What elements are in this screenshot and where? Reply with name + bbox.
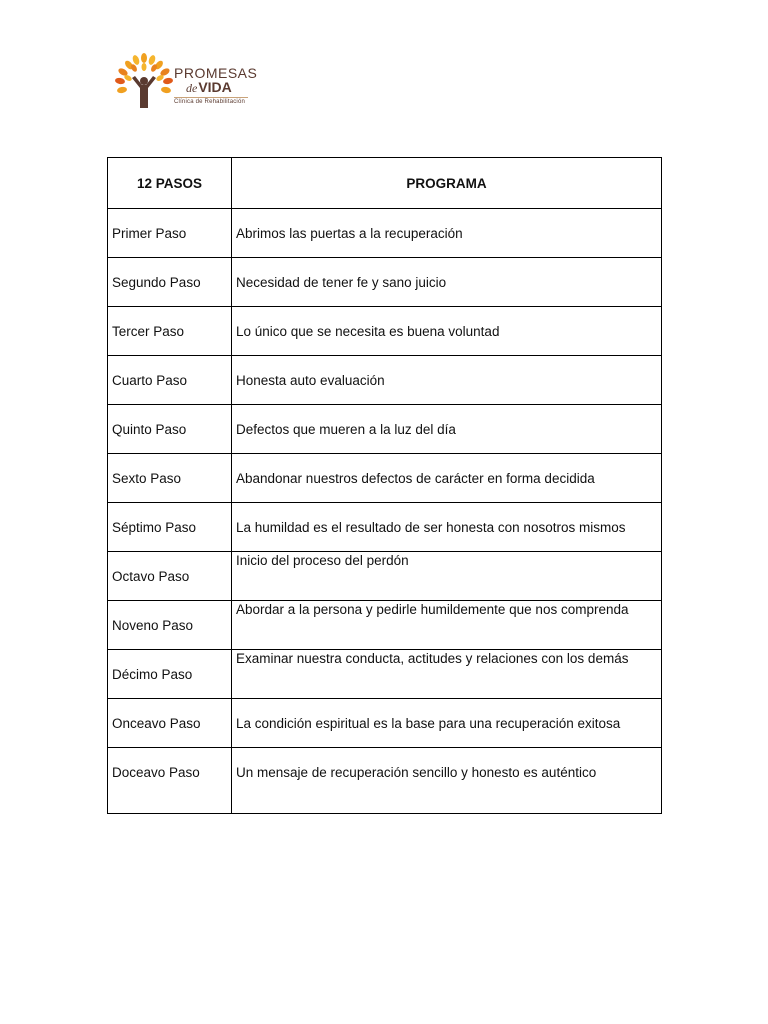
step-name: Séptimo Paso: [108, 503, 232, 552]
logo-wordmark: [174, 66, 257, 105]
step-name: Décimo Paso: [108, 650, 232, 699]
step-name: Sexto Paso: [108, 454, 232, 503]
step-name: Doceavo Paso: [108, 748, 232, 814]
step-name: Primer Paso: [108, 209, 232, 258]
logo-de: de: [186, 81, 198, 95]
person-figure-icon: [132, 76, 156, 108]
table-row: [108, 307, 662, 356]
table-row: [108, 699, 662, 748]
tree-figure-icon: [112, 52, 176, 116]
step-name: Cuarto Paso: [108, 356, 232, 405]
step-program: Examinar nuestra conducta, actitudes y relaciones con los demás: [232, 650, 662, 699]
table-row: [108, 356, 662, 405]
table-row: [108, 650, 662, 699]
table-row: [108, 748, 662, 814]
clinic-logo: [112, 52, 262, 116]
table-header-row: [108, 158, 662, 209]
table-row: [108, 258, 662, 307]
table-row: [108, 209, 662, 258]
table-row: [108, 405, 662, 454]
step-name: Tercer Paso: [108, 307, 232, 356]
logo-divider: [174, 97, 248, 98]
table-row: [108, 503, 662, 552]
step-program: Necesidad de tener fe y sano juicio: [232, 258, 662, 307]
step-name: Segundo Paso: [108, 258, 232, 307]
step-name: Onceavo Paso: [108, 699, 232, 748]
table-row: [108, 552, 662, 601]
step-program: Defectos que mueren a la luz del día: [232, 405, 662, 454]
step-name: Noveno Paso: [108, 601, 232, 650]
header-program: PROGRAMA: [232, 158, 662, 209]
logo-vida: VIDA: [198, 79, 232, 95]
step-program: Inicio del proceso del perdón: [232, 552, 662, 601]
logo-subname: [186, 80, 257, 95]
table-row: [108, 601, 662, 650]
header-steps: 12 PASOS: [108, 158, 232, 209]
step-name: Octavo Paso: [108, 552, 232, 601]
step-program: Abordar a la persona y pedirle humildemente que nos comprenda: [232, 601, 662, 650]
logo-tagline: Clínica de Rehabilitación: [174, 99, 246, 105]
steps-table: [107, 157, 662, 814]
step-program: Un mensaje de recuperación sencillo y honesto es auténtico: [232, 748, 662, 814]
step-name: Quinto Paso: [108, 405, 232, 454]
logo-name: PROMESAS: [174, 65, 258, 81]
step-program: Honesta auto evaluación: [232, 356, 662, 405]
step-program: La humildad es el resultado de ser honesta con nosotros mismos: [232, 503, 662, 552]
step-program: Abrimos las puertas a la recuperación: [232, 209, 662, 258]
step-program: Lo único que se necesita es buena voluntad: [232, 307, 662, 356]
step-program: La condición espiritual es la base para una recuperación exitosa: [232, 699, 662, 748]
step-program: Abandonar nuestros defectos de carácter en forma decidida: [232, 454, 662, 503]
table-row: [108, 454, 662, 503]
